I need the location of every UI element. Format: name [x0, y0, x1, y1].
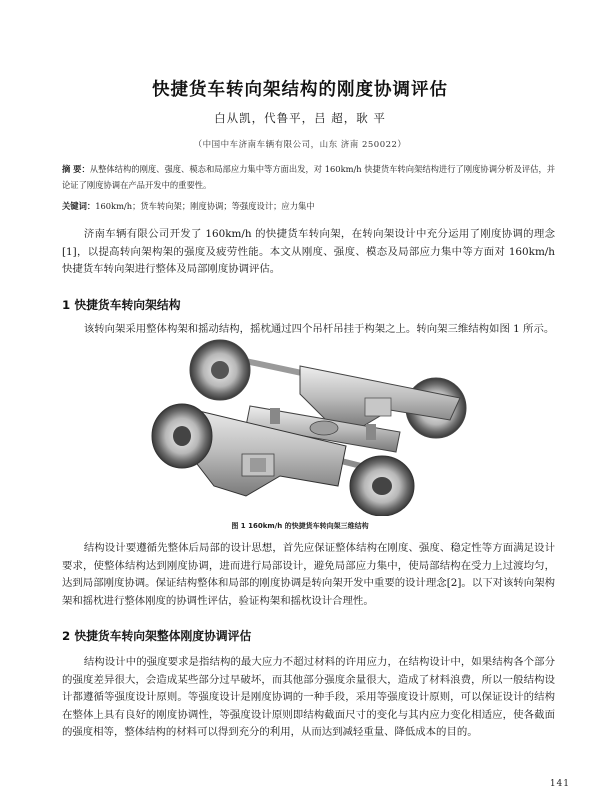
abstract-label: 摘 要： — [62, 164, 90, 174]
author-list: 白从凯，代鲁平，吕 超，耿 平 — [214, 111, 386, 125]
keywords — [62, 200, 556, 212]
section-1-paragraph: 该转向架采用整体构架和摇动结构，摇枕通过四个吊杆吊挂于构架之上。转向架三维结构如图 1 所示。 — [83, 323, 555, 335]
section-2-heading: 2 快捷货车转向架整体刚度协调评估 — [62, 629, 252, 643]
intro-paragraph: 济南车辆有限公司开发了 160km/h 的快捷货车转向架，在转向架设计中充分运用了刚度协调的理念[1]，以提高转向架构架的强度及疲劳性能。本文从刚度、强度、模态及局部应力集中等方面对 160km/h 快捷货车转向架进行整体及局部刚度协调评估。 — [62, 228, 555, 275]
affiliation: （中国中车济南车辆有限公司，山东 济南 250022） — [193, 140, 407, 150]
paper-title: 快捷货车转向架结构的刚度协调评估 — [152, 80, 448, 100]
abstract-text: 从整体结构的刚度、强度、模态和局部应力集中等方面出发，对 160km/h 快捷货车转向架结构进行了刚度协调分析及评估，并论证了刚度协调在产品开发中的重要性。 — [62, 164, 556, 190]
keywords-label: 关键词： — [62, 201, 96, 211]
figure-1-caption: 图 1 160km/h 的快捷货车转向架三维结构 — [231, 522, 369, 530]
abstract — [62, 161, 556, 193]
keywords-text: 160km/h；货车转向架；刚度协调；等强度设计；应力集中 — [95, 201, 315, 211]
section-2-paragraph: 结构设计中的强度要求是指结构的最大应力不超过材料的许用应力，在结构设计中，如果结构各个部分的强度差异很大，会造成某些部分过早破坏，而其他部分强度余量很大，造成了材料浪费，所以一般结构设计都遵循等强度设计原则。等强度设计是刚度协调的一种手段，采用等强度设计原则，可以保证设计的结构在整体上具有良好的刚度协调性，等强度设计原则即结构截面尺寸的变化与其内应力变化相适应，使各截面的强度相等，整体结构的材料可以得到充分的利用，从而达到减轻重量、降低成本的目的。 — [62, 656, 555, 738]
bogie-3d-figure — [150, 336, 470, 516]
page-number: 141 — [549, 779, 570, 789]
section-1-paragraph-2: 结构设计要遵循先整体后局部的设计思想，首先应保证整体结构在刚度、强度、稳定性等方面满足设计要求，使整体结构达到刚度协调，进而进行局部设计，避免局部应力集中，使局部结构在受力上过渡均匀，达到局部刚度协调。保证结构整体和局部的刚度协调是转向架开发中重要的设计理念[2]。以下对该转向架构架和摇枕进行整体刚度的协调性评估，验证构架和摇枕设计合理性。 — [62, 542, 555, 607]
section-1-heading: 1 快捷货车转向架结构 — [62, 298, 181, 312]
